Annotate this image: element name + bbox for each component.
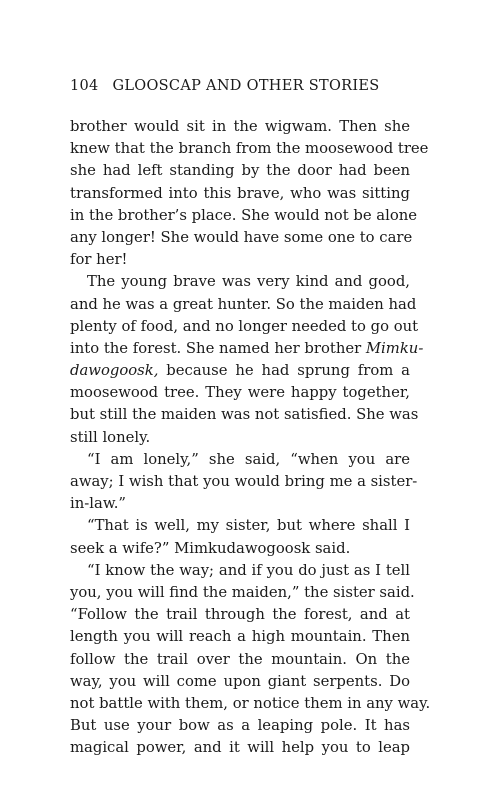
text-line: transformed into this brave, who was sitting (70, 184, 410, 202)
paragraph-5 (70, 560, 431, 760)
text-line: but still the maiden was not satisfied. She was (70, 406, 419, 424)
body-text (70, 116, 431, 759)
text-line: she had left standing by the door had been (70, 162, 410, 180)
text-line: length you will reach a high mountain. Then (70, 628, 410, 646)
italic-name: Mimku- (365, 339, 424, 357)
text-line: in-law.” (70, 495, 126, 513)
text-line: not battle with them, or notice them in any way. (70, 694, 431, 712)
text-line: in the brother’s place. She would not be alone (70, 206, 418, 224)
text-line: still lonely. (70, 428, 151, 446)
text-line: “I am lonely,” she said, “when you are (87, 450, 410, 468)
text-line: magical power, and it will help you to leap (70, 739, 410, 757)
text-line: plenty of food, and no longer needed to go out (70, 317, 419, 335)
paragraph-3 (70, 449, 418, 516)
text-line: away; I wish that you would bring me a sister- (70, 473, 418, 490)
text-line: seek a wife?” Mimkudawogoosk said. (70, 539, 351, 557)
text-line: any longer! She would have some one to care (70, 228, 413, 246)
text-line: knew that the branch from the moosewood tree (70, 140, 429, 158)
text-segment: into the forest. She named her brother (70, 339, 362, 357)
text-line: moosewood tree. They were happy together, (70, 384, 410, 402)
running-title: GLOOSCAP AND OTHER STORIES (112, 78, 380, 94)
running-header (70, 78, 420, 94)
text-line (70, 338, 424, 360)
paragraph-1 (70, 116, 429, 271)
paragraph-2 (70, 271, 424, 449)
page-number: 104 (70, 78, 99, 94)
text-line: follow the trail over the mountain. On the (70, 650, 410, 668)
text-line: “That is well, my sister, but where shall I (87, 517, 410, 535)
italic-name: dawogoosk, (70, 362, 159, 380)
text-line (70, 360, 410, 382)
text-line: and he was a great hunter. So the maiden had (70, 295, 417, 313)
paragraph-4 (70, 515, 410, 559)
text-line: you, you will find the maiden,” the sister said. (70, 583, 415, 601)
text-line: brother would sit in the wigwam. Then she (70, 118, 410, 135)
text-segment: because he had sprung from a (158, 362, 410, 380)
text-line: The young brave was very kind and good, (87, 273, 410, 291)
text-line: But use your bow as a leaping pole. It has (70, 717, 410, 735)
text-line: “I know the way; and if you do just as I tell (87, 561, 410, 579)
text-line: for her! (70, 251, 128, 269)
text-line: way, you will come upon giant serpents. Do (70, 672, 410, 690)
text-line: “Follow the trail through the forest, and at (70, 606, 410, 624)
